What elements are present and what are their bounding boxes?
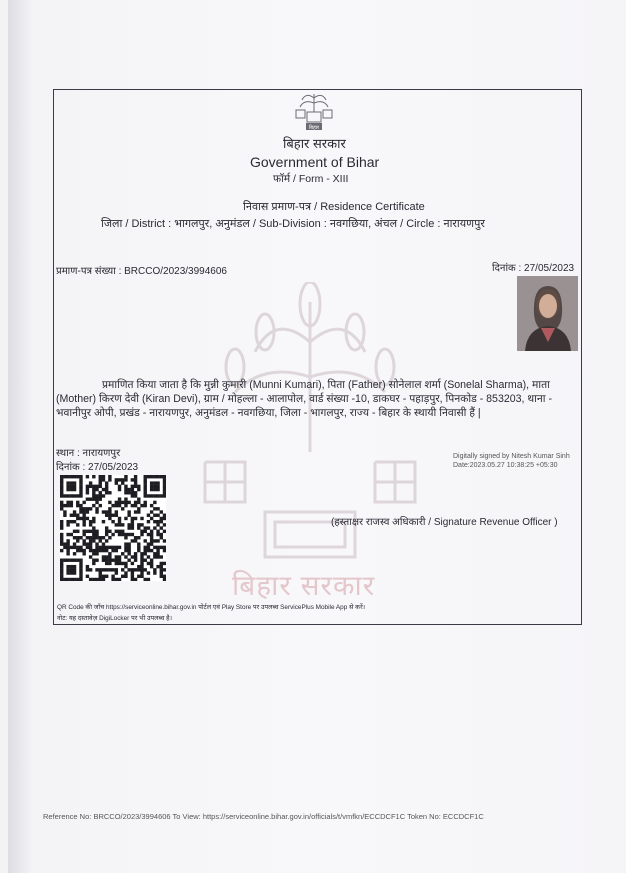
body-line: भवानीपुर ओपी, प्रखंड - नारायणपुर, अनुमंडल - नवगछिया, जिला - भागलपुर, राज्य - बिहार के स्थायी निवासी हैं | bbox=[56, 407, 481, 419]
verification-qr-code bbox=[60, 475, 166, 581]
watermark-text: बिहार सरकार bbox=[232, 570, 376, 601]
state-name-hindi: बिहार सरकार bbox=[283, 136, 346, 151]
signature-officer: (हस्ताक्षर राजस्व अधिकारी / Signature Revenue Officer ) bbox=[331, 517, 558, 528]
certificate-body bbox=[56, 378, 578, 420]
issue-date: दिनांक : 27/05/2023 bbox=[56, 462, 139, 473]
form-number: फॉर्म / Form - XIII bbox=[273, 173, 349, 185]
certificate-date: दिनांक : 27/05/2023 bbox=[492, 263, 575, 274]
bihar-emblem-icon bbox=[292, 90, 336, 132]
digital-signature-name: Digitally signed by Nitesh Kumar Sinh bbox=[453, 453, 570, 460]
watermark-emblem-icon bbox=[195, 282, 425, 602]
location-line: जिला / District : भागलपुर, अनुमंडल / Sub-Division : नवगछिया, अंचल / Circle : नारायणपुर bbox=[101, 218, 485, 230]
government-title: Government of Bihar bbox=[250, 154, 380, 170]
place-of-issue: स्थान : नारायणपुर bbox=[56, 448, 121, 459]
digilocker-note: नोट: यह दस्तावेज़ DigiLocker पर भी उपलब्ध है। bbox=[57, 615, 172, 622]
qr-verification-note: QR Code की जाँच https://serviceonline.bihar.gov.in पोर्टल एवं Play Store पर उपलब्ध ServicePlus Mobile App से करें। bbox=[57, 604, 366, 611]
certificate-type: निवास प्रमाण-पत्र / Residence Certificate bbox=[243, 201, 425, 213]
digital-signature-date: Date:2023.05.27 10:38:25 +05:30 bbox=[453, 462, 558, 469]
applicant-photo bbox=[517, 276, 578, 351]
body-line: प्रमाणित किया जाता है कि मुन्नी कुमारी (Munni Kumari), पिता (Father) सोनेलाल शर्मा (Sonelal Sharma), माता bbox=[102, 379, 550, 391]
certificate-number: प्रमाण-पत्र संख्या : BRCCO/2023/3994606 bbox=[56, 266, 227, 277]
emblem-badge-text: बिहार bbox=[308, 125, 320, 131]
footer-reference: Reference No: BRCCO/2023/3994606 To View: https://serviceonline.bihar.gov.in/officials/t/vmfkn/ECCDCF1C Token No: ECCDCF1C bbox=[43, 812, 484, 821]
body-line: (Mother) किरण देवी (Kiran Devi), ग्राम / मोहल्ला - आलापोल, वार्ड संख्या -10, डाकघर - पहाड़पुर, पिनकोड - 853203, थाना - bbox=[56, 393, 553, 405]
